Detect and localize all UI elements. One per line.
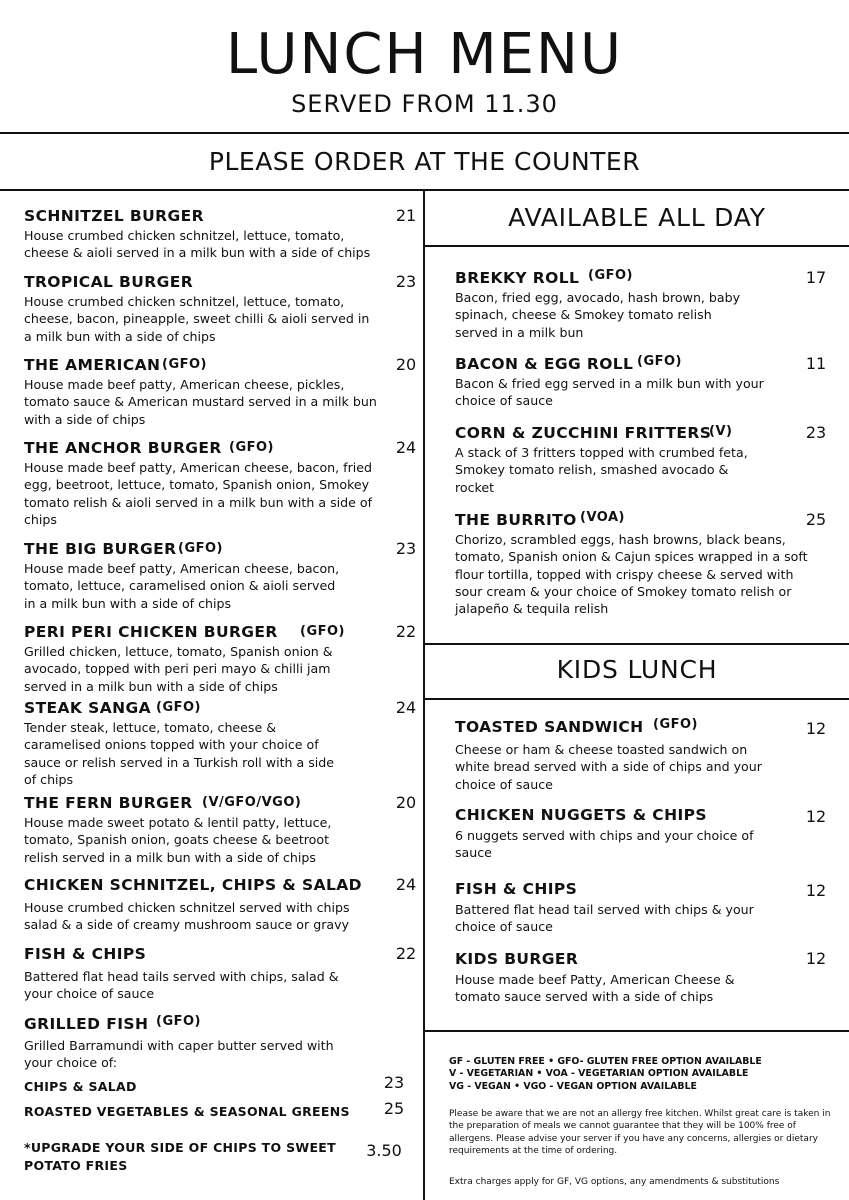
item-price: 20	[395, 793, 417, 812]
item-name: CHICKEN SCHNITZEL, CHIPS & SALAD	[24, 876, 362, 894]
item-name: TOASTED SANDWICH	[455, 718, 644, 736]
item-name: TROPICAL BURGER	[24, 273, 194, 291]
menu-item	[24, 355, 417, 428]
menu-item	[455, 949, 835, 1006]
item-description: Bacon & fried egg served in a milk bun with your choice of sauce	[455, 376, 764, 409]
option-label: ROASTED VEGETABLES & SEASONAL GREENS	[24, 1104, 350, 1119]
item-name: BREKKY ROLL	[455, 269, 580, 287]
divider-kids	[425, 698, 849, 700]
item-description: A stack of 3 fritters topped with crumbed feta, Smokey tomato relish, smashed avocado & rocket	[455, 445, 748, 495]
item-price: 17	[805, 268, 827, 287]
upgrade-price: 3.50	[366, 1141, 402, 1160]
item-price: 23	[395, 272, 417, 291]
item-description: House made sweet potato & lentil patty, lettuce, tomato, Spanish onion, goats cheese & beetroot relish served in a milk bun with a side of chips	[24, 815, 332, 865]
upgrade-note: *UPGRADE YOUR SIDE OF CHIPS TO SWEET POTATO FRIES	[24, 1140, 336, 1173]
option-price: 25	[383, 1099, 405, 1118]
item-name: CORN & ZUCCHINI FRITTERS	[455, 424, 712, 442]
menu-item	[455, 805, 835, 862]
menu-item	[24, 438, 417, 528]
item-dietary-tag: (GFO)	[637, 354, 682, 369]
menu-item	[24, 539, 417, 612]
item-price: 24	[395, 698, 417, 717]
divider-kids-top	[425, 643, 849, 645]
divider-legend	[425, 1030, 849, 1032]
item-name: THE FERN BURGER	[24, 794, 193, 812]
option-price: 23	[383, 1073, 405, 1092]
item-dietary-tag: (VOA)	[580, 510, 625, 525]
item-price: 23	[805, 423, 827, 442]
item-description: House made beef Patty, American Cheese & tomato sauce served with a side of chips	[455, 972, 735, 1005]
menu-item	[24, 698, 417, 788]
item-description: Battered flat head tails served with chips, salad & your choice of sauce	[24, 969, 339, 1002]
page-title: LUNCH MENU	[226, 22, 623, 87]
item-name: GRILLED FISH	[24, 1015, 149, 1033]
item-price: 11	[805, 354, 827, 373]
divider-column	[423, 189, 425, 1200]
menu-item	[24, 875, 417, 934]
item-price: 12	[805, 949, 827, 968]
item-dietary-tag: (V/GFO/VGO)	[202, 795, 302, 810]
item-description: Battered flat head tail served with chips & your choice of sauce	[455, 902, 754, 935]
item-price: 21	[395, 206, 417, 225]
menu-item	[455, 423, 835, 496]
item-name: BACON & EGG ROLL	[455, 355, 634, 373]
item-price: 22	[395, 944, 417, 963]
item-description: Cheese or ham & cheese toasted sandwich on white bread served with a side of chips and your choice of sauce	[455, 742, 762, 792]
menu-item	[455, 268, 835, 341]
item-dietary-tag: (GFO)	[156, 1014, 201, 1029]
extra-charges-note: Extra charges apply for GF, VG options, any amendments & substitutions	[449, 1177, 780, 1187]
item-dietary-tag: (V)	[709, 424, 733, 439]
item-price: 25	[805, 510, 827, 529]
item-price: 12	[805, 881, 827, 900]
menu-item	[24, 272, 417, 345]
item-price: 23	[395, 539, 417, 558]
item-name: THE AMERICAN	[24, 356, 161, 374]
item-price: 12	[805, 719, 827, 738]
menu-item	[24, 206, 417, 262]
item-name: STEAK SANGA	[24, 699, 151, 717]
item-dietary-tag: (GFO)	[178, 541, 223, 556]
legend-gluten-free: GF - GLUTEN FREE • GFO- GLUTEN FREE OPTION AVAILABLE	[449, 1056, 762, 1067]
divider-top	[0, 132, 849, 134]
order-banner: PLEASE ORDER AT THE COUNTER	[208, 147, 641, 176]
item-price: 24	[395, 438, 417, 457]
item-description: 6 nuggets served with chips and your choice of sauce	[455, 828, 754, 861]
legend-vegan: VG - VEGAN • VGO - VEGAN OPTION AVAILABLE	[449, 1080, 697, 1092]
menu-item	[24, 622, 417, 695]
item-name: THE ANCHOR BURGER	[24, 439, 222, 457]
item-name: THE BURRITO	[455, 511, 577, 529]
option-label: CHIPS & SALAD	[24, 1079, 137, 1094]
item-dietary-tag: (GFO)	[588, 268, 633, 283]
item-description: House made beef patty, American cheese, pickles, tomato sauce & American mustard served in a milk bun with a side of chips	[24, 377, 377, 427]
allergy-notice: Please be aware that we are not an allergy free kitchen. Whilst great care is taken in the preparation of meals we cannot guarantee that they will be 100% free of allergens. Please advise your server if you have any concerns, allergies or dietary requirements at the time of ordering.	[449, 1109, 831, 1157]
item-price: 22	[395, 622, 417, 641]
menu-item	[455, 510, 835, 617]
item-name: PERI PERI CHICKEN BURGER	[24, 623, 278, 641]
menu-item	[455, 717, 835, 793]
item-name: CHICKEN NUGGETS & CHIPS	[455, 806, 707, 824]
item-dietary-tag: (GFO)	[653, 717, 698, 732]
item-price: 20	[395, 355, 417, 374]
divider-all-day	[425, 245, 849, 247]
item-dietary-tag: (GFO)	[162, 357, 207, 372]
menu-item	[455, 879, 835, 936]
item-dietary-tag: (GFO)	[156, 700, 201, 715]
menu-item	[455, 354, 835, 410]
item-description: House crumbed chicken schnitzel, lettuce, tomato, cheese & aioli served in a milk bun with a side of chips	[24, 228, 371, 261]
item-name: THE BIG BURGER	[24, 540, 177, 558]
item-description: House made beef patty, American cheese, bacon, fried egg, beetroot, lettuce, tomato, Spanish onion, Smokey tomato relish & aioli served in a milk bun with a side of chips	[24, 460, 373, 527]
item-description: Tender steak, lettuce, tomato, cheese & caramelised onions topped with your choice of sauce or relish served in a Turkish roll with a side of chips	[24, 720, 335, 787]
item-name: SCHNITZEL BURGER	[24, 207, 204, 225]
item-description: House crumbed chicken schnitzel, lettuce, tomato, cheese, bacon, pineapple, sweet chilli & aioli served in a milk bun with a side of chips	[24, 294, 370, 344]
item-name: FISH & CHIPS	[24, 945, 147, 963]
item-dietary-tag: (GFO)	[300, 624, 345, 639]
item-dietary-tag: (GFO)	[229, 440, 274, 455]
menu-item	[24, 793, 417, 866]
item-description: Chorizo, scrambled eggs, hash browns, black beans, tomato, Spanish onion & Cajun spices wrapped in a soft flour tortilla, topped with crispy cheese & served with sour cream & your choice of Smokey tomato relish or jalapeño & tequila relish	[455, 532, 808, 617]
item-name: FISH & CHIPS	[455, 880, 578, 898]
available-all-day-heading: AVAILABLE ALL DAY	[508, 203, 766, 232]
legend-vegetarian: V - VEGETARIAN • VOA - VEGETARIAN OPTION AVAILABLE	[449, 1068, 749, 1080]
menu-item	[24, 944, 417, 1003]
page-subtitle: SERVED FROM 11.30	[291, 90, 558, 118]
item-description: House made beef patty, American cheese, bacon, tomato, lettuce, caramelised onion & aioli served in a milk bun with a side of chips	[24, 561, 340, 611]
menu-item	[24, 1014, 404, 1072]
kids-lunch-heading: KIDS LUNCH	[556, 655, 718, 684]
item-price: 12	[805, 807, 827, 826]
item-name: KIDS BURGER	[455, 950, 579, 968]
item-description: House crumbed chicken schnitzel served with chips salad & a side of creamy mushroom sauce or gravy	[24, 900, 350, 933]
item-description: Grilled chicken, lettuce, tomato, Spanish onion & avocado, topped with peri peri mayo & chilli jam served in a milk bun with a side of chips	[24, 644, 333, 694]
dietary-legend	[449, 1056, 839, 1093]
item-description: Grilled Barramundi with caper butter served with your choice of:	[24, 1038, 334, 1071]
item-description: Bacon, fried egg, avocado, hash brown, baby spinach, cheese & Smokey tomato relish served in a milk bun	[455, 290, 741, 340]
item-price: 24	[395, 875, 417, 894]
